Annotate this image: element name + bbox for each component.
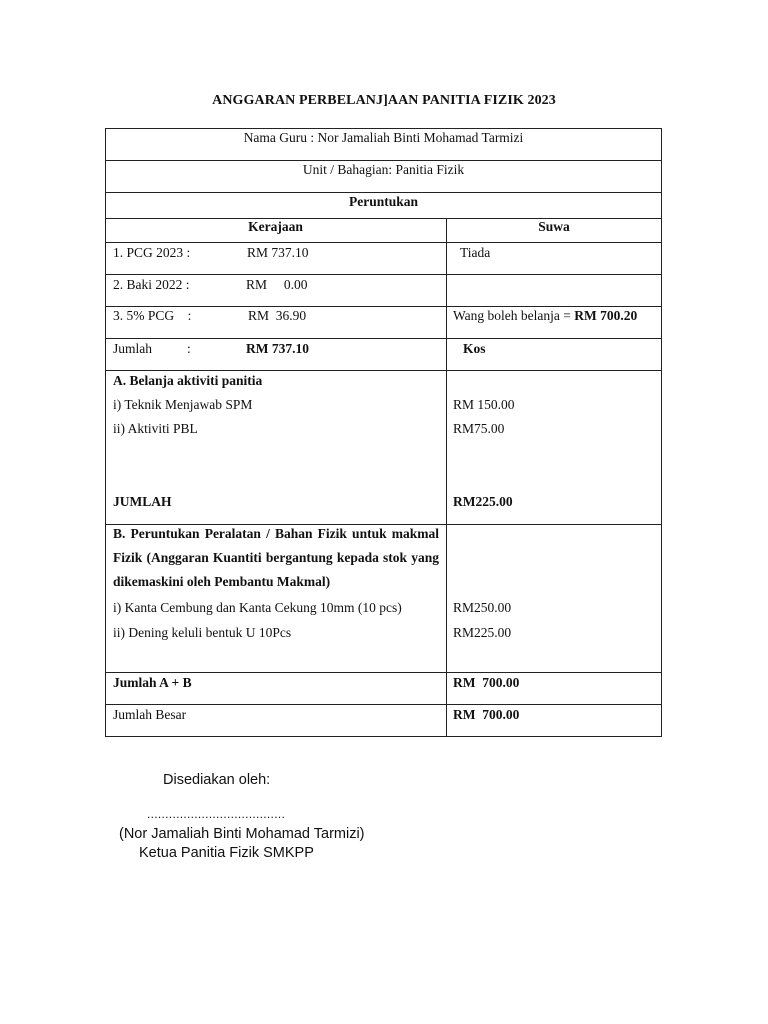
table-row-line: [105, 306, 662, 307]
table-row-line: [105, 242, 662, 243]
allocation-row-amount: RM 36.90: [248, 308, 307, 323]
table-row-line: [105, 672, 662, 673]
preparer-name: (Nor Jamaliah Binti Mohamad Tarmizi): [119, 826, 365, 842]
table-row-line: [105, 128, 662, 129]
spendable-label: Wang boleh belanja =: [453, 308, 575, 323]
section-a-item-label: i) Teknik Menjawab SPM: [113, 397, 253, 412]
allocation-row-amount: RM 0.00: [246, 277, 308, 292]
allocation-row-suwa: Tiada: [460, 245, 491, 260]
allocation-row-label: 2. Baki 2022 :: [113, 277, 190, 292]
jumlah-label: Jumlah: [113, 341, 152, 356]
spendable-amount: [453, 308, 637, 324]
kos-header: Kos: [463, 341, 486, 356]
section-b-item-cost: RM225.00: [453, 625, 512, 640]
jumlah-ab-label: Jumlah A + B: [113, 675, 192, 690]
section-a-total-label: JUMLAH: [113, 494, 172, 509]
section-b-item-label: i) Kanta Cembung dan Kanta Cekung 10mm (10 pcs): [113, 600, 402, 615]
jumlah-colon: :: [187, 341, 191, 356]
section-b-heading: B. Peruntukan Peralatan / Bahan Fizik untuk makmal Fizik (Anggaran Kuantiti bergantung kepada stok yang dikemaskini oleh Pembantu Makmal): [113, 526, 439, 589]
unit-name: Unit / Bahagian: Panitia Fizik: [302, 162, 465, 177]
table-row-line: [105, 704, 662, 705]
allocation-row-amount: RM 737.10: [247, 245, 309, 260]
table-border-bottom: [105, 736, 662, 737]
jumlah-amount: RM 737.10: [246, 341, 309, 356]
table-row-line: [105, 338, 662, 339]
prepared-by-label: Disediakan oleh:: [163, 772, 271, 788]
jumlah-besar-label: Jumlah Besar: [113, 707, 187, 722]
section-a-total-cost: RM225.00: [453, 494, 513, 509]
allocation-row-label: 3. 5% PCG :: [113, 308, 192, 323]
jumlah-ab-cost: RM 700.00: [453, 675, 520, 690]
column-header-kerajaan: Kerajaan: [248, 219, 303, 234]
section-a-item-cost: RM 150.00: [453, 397, 515, 412]
section-a-item-label: ii) Aktiviti PBL: [113, 421, 198, 436]
allocation-heading: Peruntukan: [348, 194, 419, 209]
table-row-line: [105, 160, 662, 161]
allocation-row-label: 1. PCG 2023 :: [113, 245, 191, 260]
table-row-line: [105, 370, 662, 371]
section-b-item-label: ii) Dening keluli bentuk U 10Pcs: [113, 625, 292, 640]
column-header-suwa: Suwa: [538, 219, 570, 234]
section-a-heading: A. Belanja aktiviti panitia: [113, 373, 263, 388]
table-row-line: [105, 274, 662, 275]
preparer-position: Ketua Panitia Fizik SMKPP: [139, 845, 314, 861]
section-a-item-cost: RM75.00: [453, 421, 505, 436]
signature-line: ......................................: [147, 807, 286, 821]
document-title: ANGGARAN PERBELANJ]AAN PANITIA FIZIK 2023: [212, 93, 556, 108]
teacher-name: Nama Guru : Nor Jamaliah Binti Mohamad Tarmizi: [243, 130, 524, 145]
spendable-value: RM 700.20: [574, 308, 638, 323]
section-b-item-cost: RM250.00: [453, 600, 512, 615]
table-row-line: [105, 192, 662, 193]
table-column-divider: [446, 218, 447, 737]
jumlah-besar-cost: RM 700.00: [453, 707, 520, 722]
